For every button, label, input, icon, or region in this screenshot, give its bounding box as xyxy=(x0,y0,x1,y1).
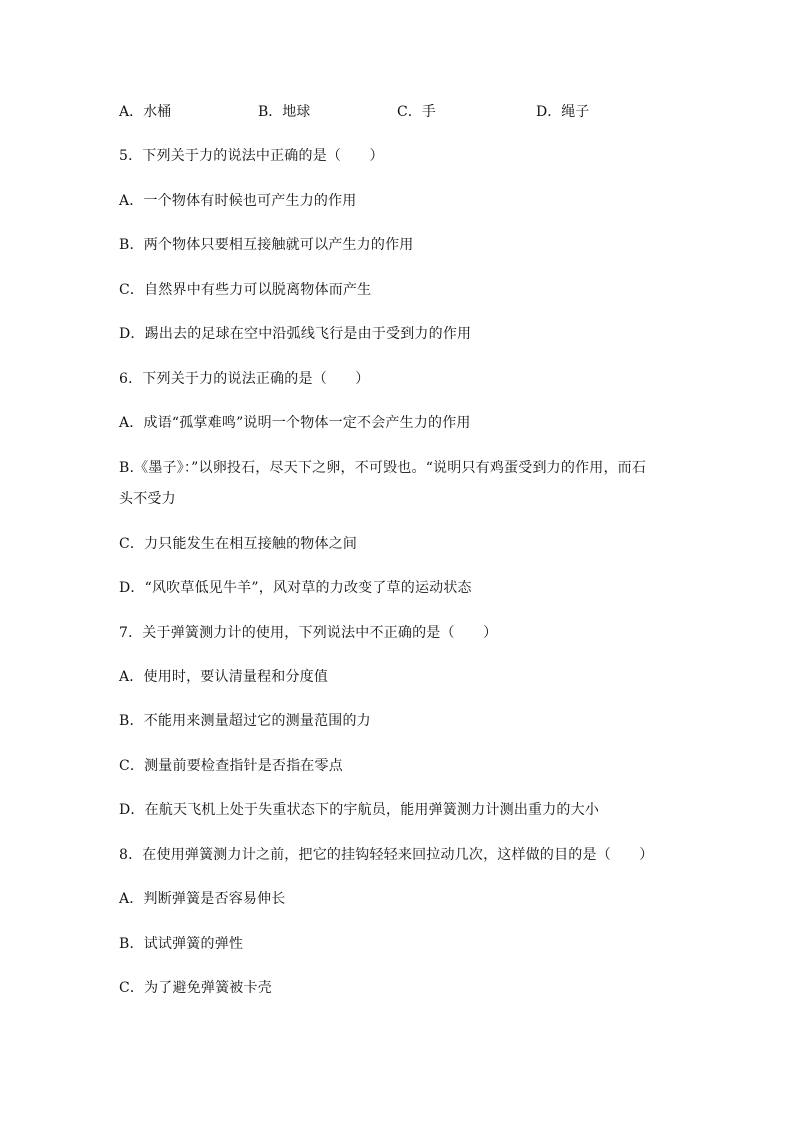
question-6-stem: 6．下列关于力的说法正确的是（ ） xyxy=(119,371,370,387)
question-6-option-b-line2: 头不受力 xyxy=(119,491,176,507)
question-6-option-c: C．力只能发生在相互接触的物体之间 xyxy=(119,536,358,552)
q4-option-b: B．地球 xyxy=(258,104,311,120)
question-5-option-a: A．一个物体有时候也可产生力的作用 xyxy=(119,193,357,209)
q4-option-a: A．水桶 xyxy=(119,104,172,120)
question-7-option-a: A．使用时，要认清量程和分度值 xyxy=(119,669,329,685)
question-6-option-b-line1: B.《墨子》：”以卵投石，尽天下之卵，不可毁也。“说明只有鸡蛋受到力的作用，而石 xyxy=(119,460,647,476)
q4-option-c: C．手 xyxy=(397,104,436,120)
question-5-option-d: D．踢出去的足球在空中沿弧线飞行是由于受到力的作用 xyxy=(119,326,472,342)
q4-option-d: D．绳子 xyxy=(536,104,590,120)
question-5-option-b: B．两个物体只要相互接触就可以产生力的作用 xyxy=(119,237,414,253)
question-5-stem: 5．下列关于力的说法中正确的是（ ） xyxy=(119,148,384,164)
question-8-option-a: A．判断弹簧是否容易伸长 xyxy=(119,891,286,907)
question-7-option-b: B．不能用来测量超过它的测量范围的力 xyxy=(119,713,371,729)
question-8-stem: 8．在使用弹簧测力计之前，把它的挂钩轻轻来回拉动几次，这样做的目的是（ ） xyxy=(119,847,654,863)
question-8-option-c: C．为了避免弹簧被卡壳 xyxy=(119,980,272,996)
question-6-option-d: D．“风吹草低见牛羊”，风对草的力改变了草的运动状态 xyxy=(119,580,472,596)
q4-options-row xyxy=(119,102,639,122)
question-6-option-a: A．成语“孤掌难鸣”说明一个物体一定不会产生力的作用 xyxy=(119,415,471,431)
question-8-option-b: B．试试弹簧的弹性 xyxy=(119,936,244,952)
question-7-option-d: D．在航天飞机上处于失重状态下的宇航员，能用弹簧测力计测出重力的大小 xyxy=(119,802,600,818)
question-5-option-c: C．自然界中有些力可以脱离物体而产生 xyxy=(119,282,372,298)
question-7-stem: 7．关于弹簧测力计的使用，下列说法中不正确的是（ ） xyxy=(119,625,498,641)
question-7-option-c: C．测量前要检查指针是否指在零点 xyxy=(119,758,343,774)
